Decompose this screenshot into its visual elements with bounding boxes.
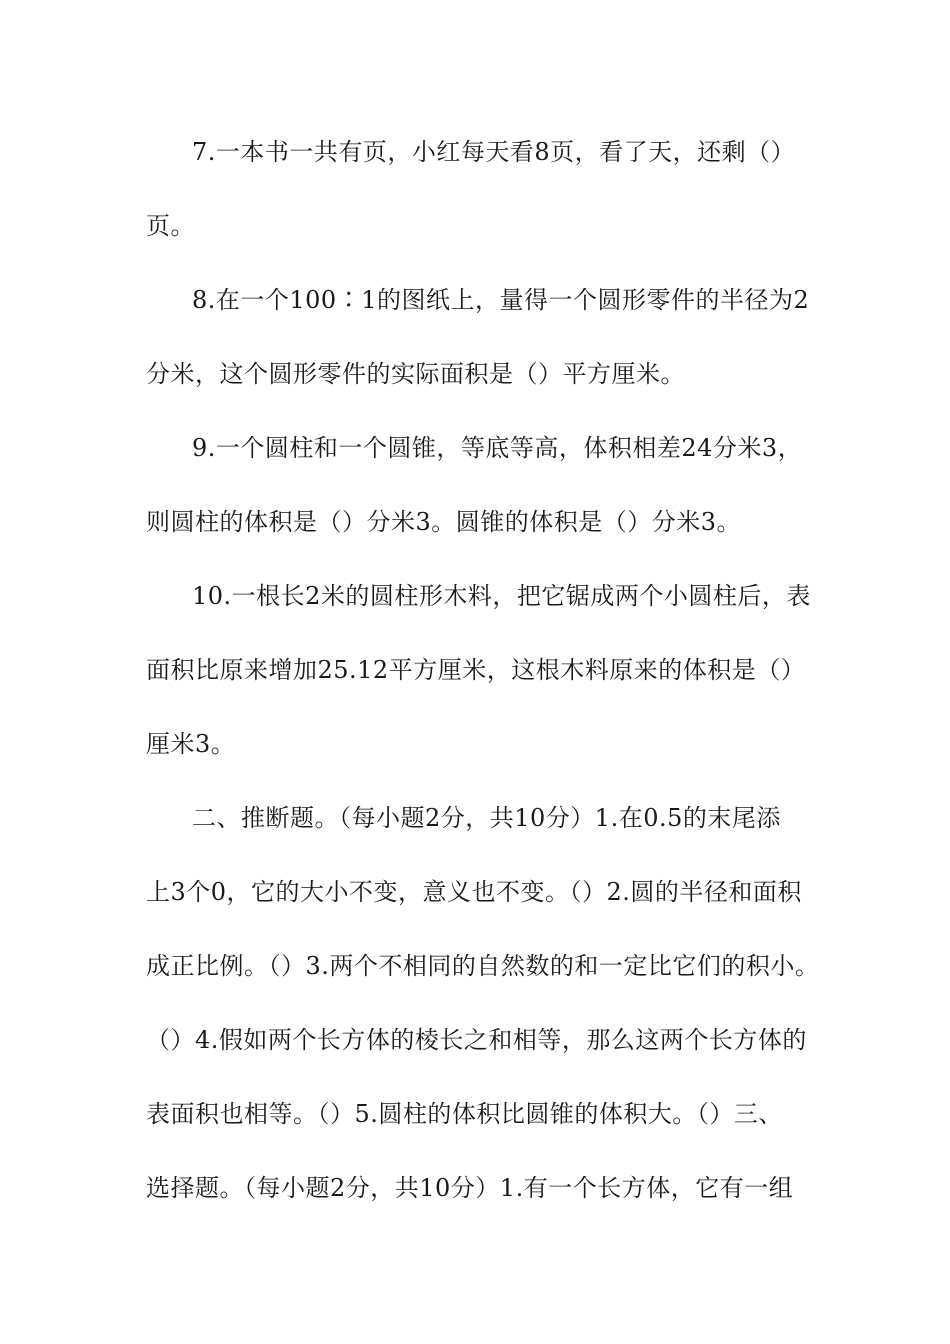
question-10-line-2: 面积比原来增加25.12平方厘米，这根木料原来的体积是（） <box>146 656 806 684</box>
question-8-line-1: 8.在一个100∶1的图纸上，量得一个圆形零件的半径为2 <box>192 286 810 314</box>
question-10-line-3: 厘米3。 <box>146 730 236 758</box>
question-7-line-2: 页。 <box>146 212 195 240</box>
question-7-line-1: 7.一本书一共有页，小红每天看8页，看了天，还剩（） <box>192 138 796 166</box>
section-2-line-2: 上3个0，它的大小不变，意义也不变。（）2.圆的半径和面积 <box>146 878 802 906</box>
question-9-line-1: 9.一个圆柱和一个圆锥，等底等高，体积相差24分米3， <box>192 434 803 462</box>
section-2-line-4: （）4.假如两个长方体的棱长之和相等，那么这两个长方体的 <box>146 1026 807 1054</box>
section-2-line-1: 二、推断题。（每小题2分，共10分）1.在0.5的末尾添 <box>192 804 781 832</box>
section-2-line-3: 成正比例。（）3.两个不相同的自然数的和一定比它们的积小。 <box>146 952 820 980</box>
question-9-line-2: 则圆柱的体积是（）分米3。圆锥的体积是（）分米3。 <box>146 508 742 536</box>
section-2-line-5: 表面积也相等。（）5.圆柱的体积比圆锥的体积大。（）三、 <box>146 1100 783 1128</box>
question-8-line-2: 分米，这个圆形零件的实际面积是（）平方厘米。 <box>146 360 685 388</box>
question-10-line-1: 10.一根长2米的圆柱形木料，把它锯成两个小圆柱后，表 <box>192 582 811 610</box>
section-3-line-1: 选择题。（每小题2分，共10分）1.有一个长方体，它有一组 <box>146 1174 794 1202</box>
